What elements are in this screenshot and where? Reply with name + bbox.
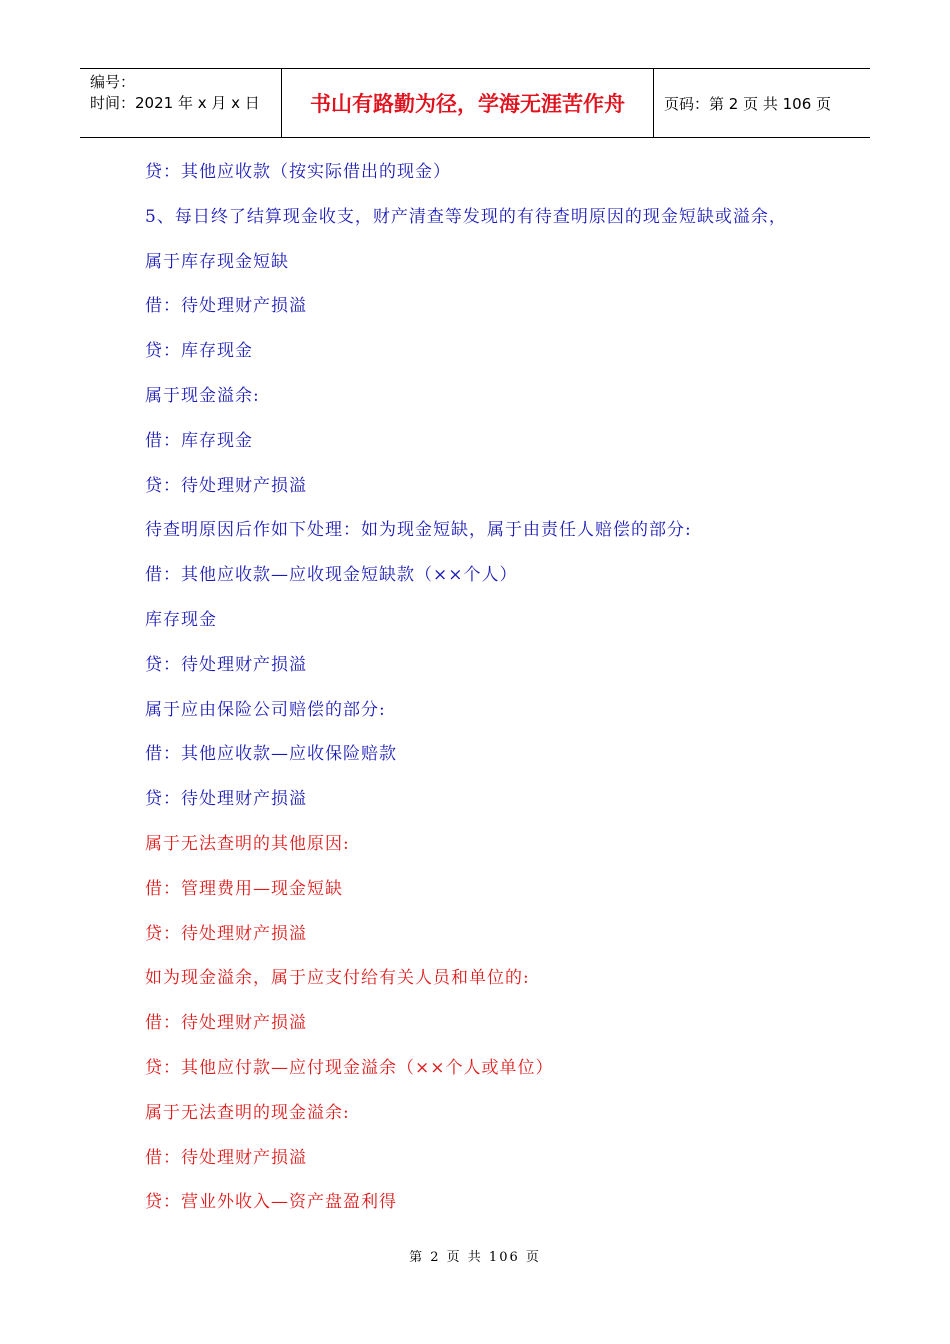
text-line: 贷：待处理财产损溢 (145, 789, 307, 810)
text-line: 属于库存现金短缺 (145, 251, 289, 272)
time-label: 时间：2021 年 x 月 x 日 (90, 94, 260, 112)
text-line: 属于无法查明的其他原因: (145, 834, 350, 854)
text-line: 借：待处理财产损溢 (145, 296, 307, 317)
text-line: 贷：库存现金 (145, 341, 253, 362)
text-line: 借：其他应收款—应收保险赔款 (145, 744, 397, 765)
text-line: 如为现金溢余，属于应支付给有关人员和单位的: (145, 968, 530, 989)
text-line: 属于现金溢余: (145, 386, 260, 406)
text-line: 待查明原因后作如下处理：如为现金短缺，属于由责任人赔偿的部分: (145, 520, 692, 541)
text-line: 贷：待处理财产损溢 (145, 923, 307, 944)
text-line: 借：待处理财产损溢 (145, 1013, 307, 1034)
text-line: 属于应由保险公司赔偿的部分: (145, 699, 386, 720)
text-line: 库存现金 (145, 610, 217, 630)
text-line: 属于无法查明的现金溢余: (145, 1102, 350, 1123)
text-line: 贷：其他应收款（按实际借出的现金） (145, 162, 451, 182)
text-line: 贷：其他应付款—应付现金溢余（××个人或单位） (145, 1058, 554, 1078)
page-footer: 第 2 页 共 106 页 (409, 1250, 541, 1265)
text-line: 借：管理费用—现金短缺 (145, 878, 343, 899)
text-line: 借：待处理财产损溢 (145, 1147, 307, 1168)
text-line: 5、每日终了结算现金收支，财产清查等发现的有待查明原因的现金短缺或溢余， (145, 206, 787, 227)
header-meta (80, 69, 282, 137)
text-line: 贷：待处理财产损溢 (145, 654, 307, 675)
text-line: 贷：营业外收入—资产盘盈利得 (145, 1192, 397, 1213)
text-line: 借：库存现金 (145, 430, 253, 451)
number-label: 编号： (90, 73, 136, 91)
page-header (80, 68, 870, 138)
header-motto: 书山有路勤为径，学海无涯苦作舟 (282, 69, 654, 137)
text-line: 贷：待处理财产损溢 (145, 475, 307, 496)
header-page-info: 页码：第 2 页 共 106 页 (664, 94, 832, 113)
text-line: 借：其他应收款—应收现金短缺款（××个人） (145, 565, 518, 586)
